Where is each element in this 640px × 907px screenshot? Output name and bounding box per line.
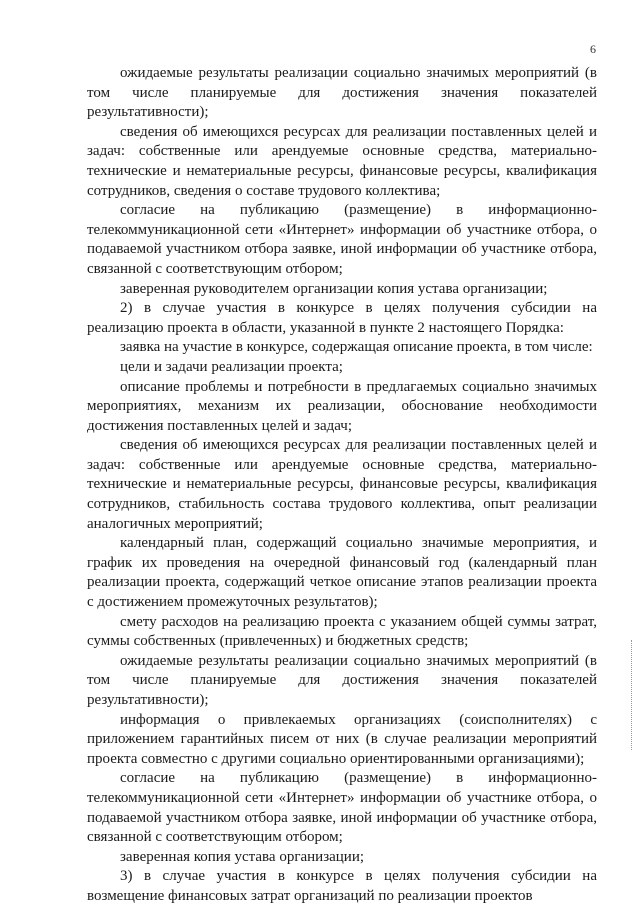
paragraph-cost-estimate: смету расходов на реализацию проекта с указанием общей суммы затрат, суммы собственных (привлеченных) и бюджетных средств;	[87, 613, 597, 650]
paragraph-problem-description: описание проблемы и потребности в предлагаемых социально значимых мероприятиях, механизм их реализации, обоснование необходимости достижения поставленных целей и задач;	[87, 378, 597, 434]
page-number: 6	[590, 42, 596, 56]
paragraph-goals: цели и задачи реализации проекта;	[120, 358, 343, 375]
paragraph-publication-consent-1: согласие на публикацию (размещение) в информационно-телекоммуникационной сети «Интернет» информации об участнике отбора, о подаваемой участником отбора заявке, иной информации об участнике отбора, связанной с соответствующим отбором;	[87, 202, 597, 277]
paragraph-item-2: 2) в случае участия в конкурсе в целях получения субсидии на реализацию проекта в области, указанной в пункте 2 настоящего Порядка:	[87, 300, 597, 336]
paragraph-expected-results-2: ожидаемые результаты реализации социально значимых мероприятий (в том числе планируемые для достижения значения показателей результативности);	[87, 652, 597, 708]
document-body	[87, 64, 597, 907]
paragraph-publication-consent-2: согласие на публикацию (размещение) в информационно-телекоммуникационной сети «Интернет» информации об участнике отбора, о подаваемой участником отбора заявке, иной информации об участнике отбора, связанной с соответствующим отбором;	[87, 770, 597, 846]
paragraph-application: заявка на участие в конкурсе, содержащая описание проекта, в том числе:	[120, 339, 593, 356]
paragraph-item-3: 3) в случае участия в конкурсе в целях получения субсидии на возмещение финансовых затрат организаций по реализации проектов	[87, 868, 597, 904]
paragraph-partner-organizations: информация о привлекаемых организациях (соисполнителях) с приложением гарантийных писем от них (в случае реализации мероприятий проекта совместно с другими социально ориентированными организациями);	[87, 711, 597, 767]
paragraph-charter-copy-2: заверенная копия устава организации;	[120, 848, 365, 865]
paragraph-resources-1: сведения об имеющихся ресурсах для реализации поставленных целей и задач: собственные или арендуемые основные средства, материально-технические и нематериальные ресурсы, финансовые ресурсы, квалификация сотрудников, сведения о составе трудового коллектива;	[87, 123, 597, 199]
paragraph-calendar-plan: календарный план, содержащий социально значимые мероприятия, и график их проведения на очередной финансовый год (календарный план реализации проекта, содержащий четкое описание этапов реализации проекта с достижением промежуточных результатов);	[87, 535, 597, 611]
scan-edge-marks	[631, 640, 634, 750]
paragraph-expected-results-1: ожидаемые результаты реализации социально значимых мероприятий (в том числе планируемые для достижения значения показателей результативности);	[87, 65, 597, 121]
paragraph-charter-copy-1: заверенная руководителем организации копия устава организации;	[120, 280, 548, 297]
paragraph-resources-2: сведения об имеющихся ресурсах для реализации поставленных целей и задач: собственные или арендуемые основные средства, материально-технические и нематериальные ресурсы, финансовые ресурсы, квалификация сотрудников, стабильность состава трудового коллектива, опыт реализации аналогичных мероприятий;	[87, 437, 597, 532]
